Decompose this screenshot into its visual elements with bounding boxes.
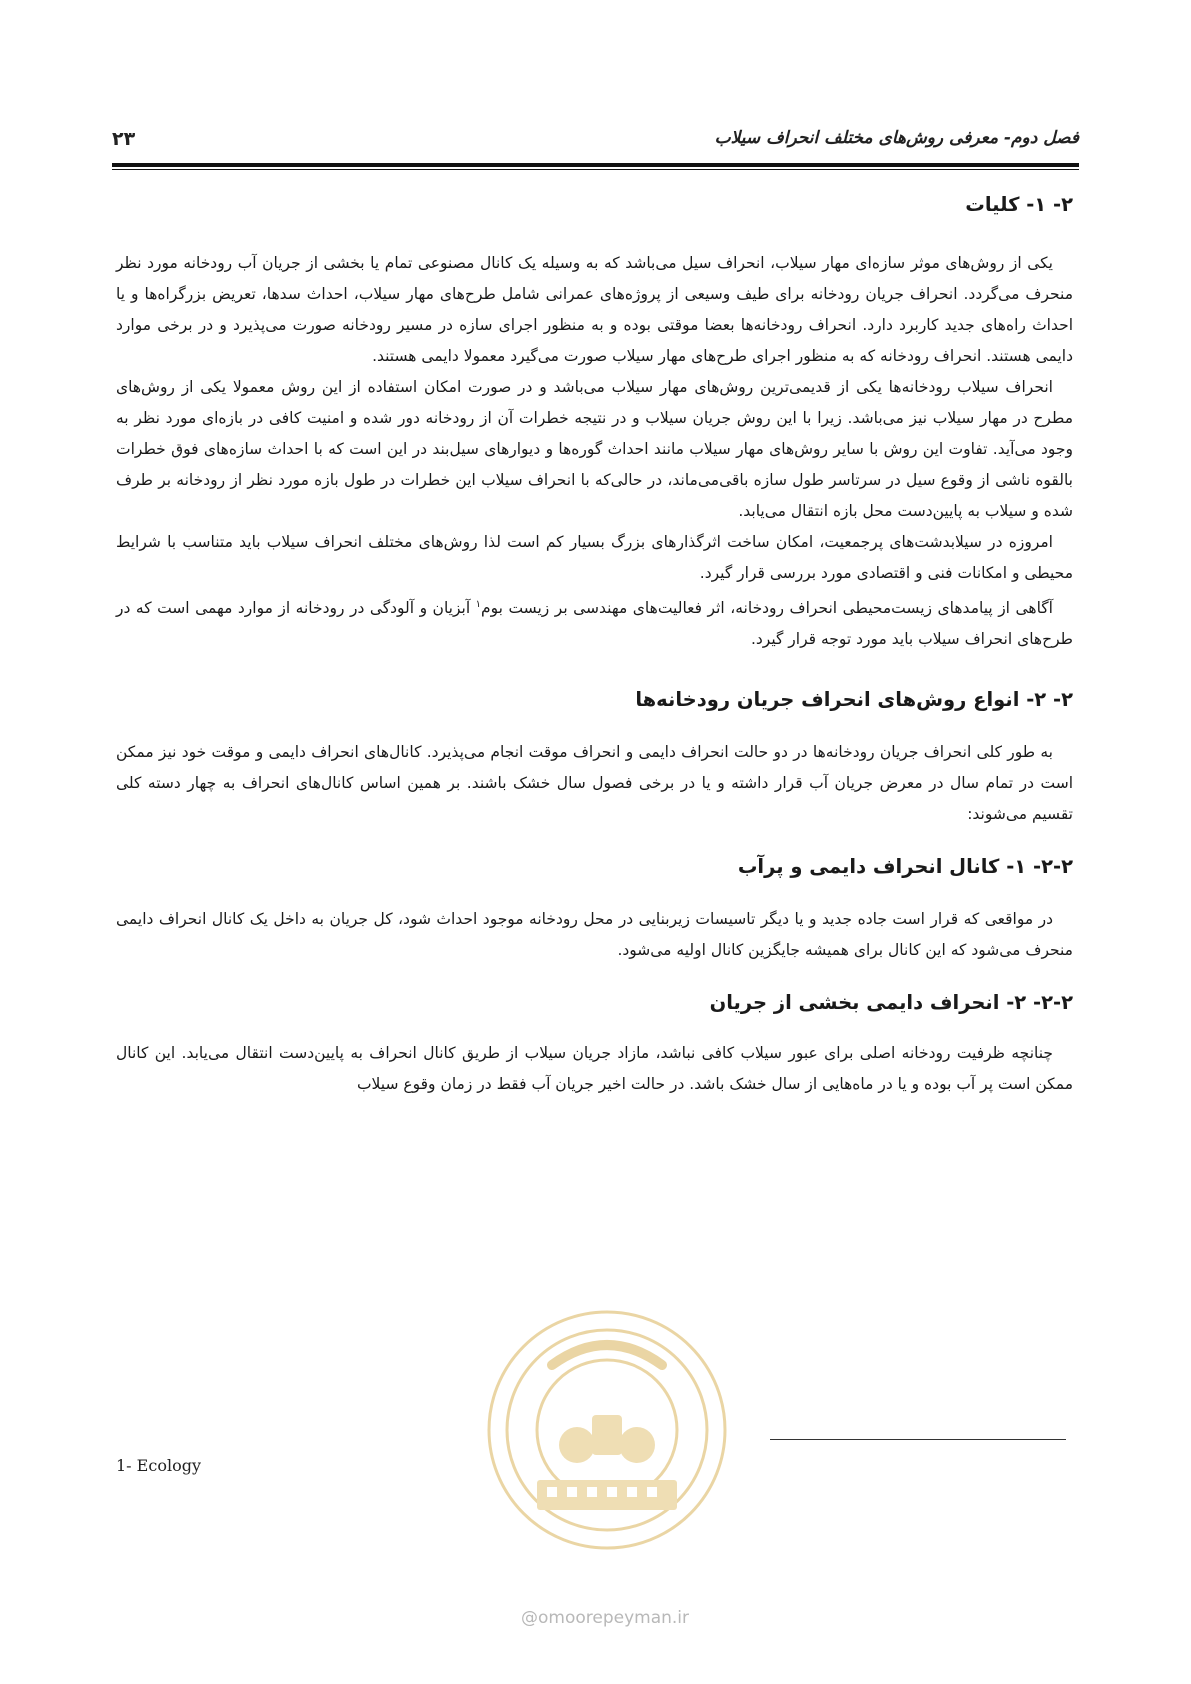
paragraph-with-footnote bbox=[116, 589, 1073, 655]
section-heading-2-1: ۲- ۱- کلیات bbox=[965, 193, 1073, 216]
footnote: 1- Ecology bbox=[116, 1456, 201, 1475]
header-rule-thin bbox=[112, 169, 1079, 170]
page-number: ۲۳ bbox=[112, 128, 136, 150]
paragraph: در مواقعی که قرار است جاده جدید و یا دیگر تاسیسات زیربنایی در محل رودخانه موجود احداث شود، کل جریان به داخل یک کانال انحراف دایمی منحرف می‌شود که این کانال برای همیشه جایگزین کانال اولیه می‌شود. bbox=[116, 910, 1073, 960]
running-title: فصل دوم- معرفی روش‌های مختلف انحراف سیلاب bbox=[714, 128, 1079, 148]
header-rule-thick bbox=[112, 163, 1079, 167]
section-heading-2-2-2: ۲-۲- ۲- انحراف دایمی بخشی از جریان bbox=[709, 991, 1073, 1015]
paragraph: به طور کلی انحراف جریان رودخانه‌ها در دو حالت انحراف دایمی و انحراف موقت انجام می‌پذیرد. کانال‌های انحراف دایمی و موقت خود نیز ممکن است در تمام سال در معرض جریان آب قرار داشته و یا در برخی فصول سال خشک باشند. بر همین اساس کانال‌های انحراف به چهار دسته کلی تقسیم می‌شوند: bbox=[116, 743, 1073, 824]
paragraph-text: آبزیان و آلودگی در رودخانه از موارد مهمی است که در طرح‌های انحراف سیلاب باید مورد توجه قرار گیرد. bbox=[116, 599, 1073, 649]
paragraph: انحراف سیلاب رودخانه‌ها یکی از قدیمی‌ترین روش‌های مهار سیلاب می‌باشد و در صورت امکان استفاده از این روش معمولا یکی از روش‌های مطرح در مهار سیلاب نیز می‌باشد. زیرا با این روش جریان سیلاب و در نتیجه خطرات آن از رودخانه دور شده و امنیت کافی در بازه‌ای مورد نظر به وجود می‌آید. تفاوت این روش با سایر روش‌های مهار سیلاب مانند احداث گوره‌ها و دیوارهای سیل‌بند در این است که با احداث سازه‌های فوق خطرات بالقوه ناشی از وقوع سیل در سرتاسر طول سازه باقی‌می‌ماند، در حالی‌که با انحراف سیلاب این خطرات در طول بازه مورد نظر از رودخانه بر طرف شده و سیلاب به پایین‌دست محل بازه انتقال می‌یابد. bbox=[116, 378, 1073, 520]
watermark-url: @omoorepeyman.ir bbox=[520, 1608, 690, 1628]
footnote-rule bbox=[770, 1439, 1066, 1440]
running-header bbox=[112, 128, 1079, 158]
paragraph-text: آگاهی از پیامدهای زیست‌محیطی انحراف رودخانه، اثر فعالیت‌های مهندسی بر زیست بوم bbox=[481, 599, 1053, 618]
paragraph: یکی از روش‌های موثر سازه‌ای مهار سیلاب، انحراف سیل می‌باشد که به وسیله یک کانال مصنوعی تمام یا بخشی از جریان آب رودخانه مورد نظر منحرف می‌گردد. انحراف جریان رودخانه برای طیف وسیعی از پروژه‌های عمرانی شامل طرح‌های مهار سیلاب، احداث سدها، تعریض بزرگراه‌ها و یا احداث راه‌های جدید کاربرد دارد. انحراف رودخانه‌ها بعضا موقتی بوده و به منظور اجرای سازه در مسیر رودخانه صورت می‌پذیرد و در برخی موارد دایمی هستند. انحراف رودخانه که به منظور اجرای طرح‌های مهار سیلاب صورت می‌گیرد معمولا دایمی هستند. bbox=[116, 254, 1073, 365]
section-heading-2-2-1: ۲-۲- ۱- کانال انحراف دایمی و پرآب bbox=[737, 855, 1073, 879]
body-content bbox=[116, 190, 1073, 1100]
footnote-marker: ۱ bbox=[475, 599, 482, 610]
paragraph: امروزه در سیلابدشت‌های پرجمعیت، امکان ساخت اثرگذارهای بزرگ بسیار کم است لذا روش‌های مختلف انحراف سیلاب باید متناسب با شرایط محیطی و امکانات فنی و اقتصادی مورد بررسی قرار گیرد. bbox=[116, 533, 1073, 582]
paragraph: چنانچه ظرفیت رودخانه اصلی برای عبور سیلاب کافی نباشد، مازاد جریان سیلاب از طریق کانال انحراف به پایین‌دست انتقال می‌یابد. این کانال ممکن است پر آب بوده و یا در ماه‌هایی از سال خشک باشد. در حالت اخیر جریان آب فقط در زمان وقوع سیلاب bbox=[116, 1044, 1073, 1094]
watermark-seal-icon bbox=[482, 1305, 732, 1555]
section-heading-2-2: ۲- ۲- انواع روش‌های انحراف جریان رودخانه‌ها bbox=[635, 688, 1073, 712]
